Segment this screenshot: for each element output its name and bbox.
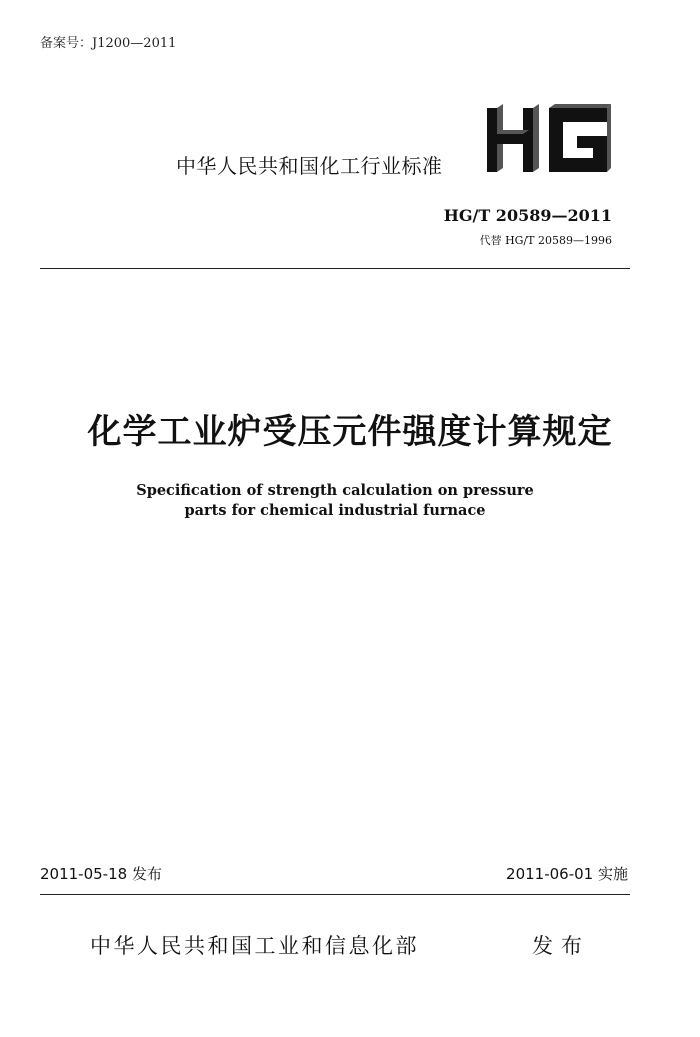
english-title-line-2: parts for chemical industrial furnace xyxy=(184,502,486,519)
english-title xyxy=(0,481,670,521)
english-title-line-1: Specification of strength calculation on pressure xyxy=(136,482,534,499)
replaces-standard: 代替 HG/T 20589—1996 xyxy=(479,234,612,247)
implementation-date: 2011-06-01 实施 xyxy=(506,865,628,883)
chinese-title: 化学工业炉受压元件强度计算规定 xyxy=(87,412,613,452)
publish-label: 发布 xyxy=(532,934,590,958)
standard-number: HG/T 20589—2011 xyxy=(443,206,612,225)
top-divider xyxy=(40,268,630,269)
filing-number: 备案号：J1200—2011 xyxy=(40,36,177,51)
industry-standard-heading: 中华人民共和国化工行业标准 xyxy=(176,154,443,178)
issue-date: 2011-05-18 发布 xyxy=(40,865,162,883)
bottom-divider xyxy=(40,894,630,895)
issuing-ministry: 中华人民共和国工业和信息化部 xyxy=(90,934,419,958)
hg-logo xyxy=(485,104,613,176)
